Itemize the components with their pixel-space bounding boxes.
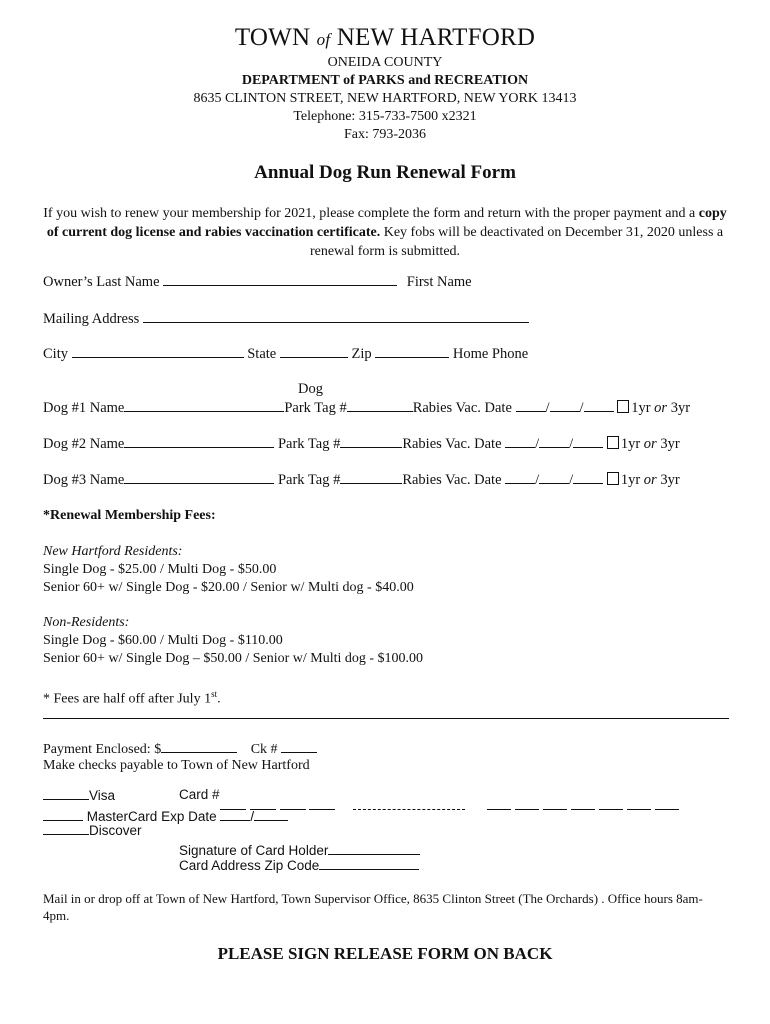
three-year-label: 3yr [670, 400, 691, 416]
one-year-label: 1yr [631, 400, 651, 416]
mailing-field[interactable] [143, 310, 529, 323]
card-digit-field[interactable] [655, 797, 679, 810]
half-off-end: . [217, 691, 221, 707]
mail-note: Mail in or drop off at Town of New Hartford, Town Supervisor Office, 8635 Clinton Street (The Orchards) . Office hours 8am-4pm. [43, 891, 703, 923]
rabies-year-field[interactable] [573, 471, 603, 484]
dog-row: Dog #1 Name Park Tag # Rabies Vac. Date / / 1yr or 3yr [43, 400, 691, 416]
card-zip-label: Card Address Zip Code [179, 858, 320, 873]
card-digit-field[interactable] [515, 797, 539, 810]
payable-note: Make checks payable to Town of New Hartford [43, 758, 310, 773]
exp-month-field[interactable] [220, 808, 250, 821]
rabies-day-field[interactable] [550, 399, 580, 412]
mailing-label: Mailing Address [43, 311, 140, 327]
town-word: TOWN [234, 24, 311, 51]
dog-name-label: Dog #1 Name [43, 400, 125, 416]
visa-row [43, 787, 115, 803]
card-digit-field[interactable] [309, 797, 335, 810]
half-off-sup: st [211, 689, 218, 699]
payment-amount-field[interactable] [161, 740, 237, 753]
term-checkbox[interactable] [617, 400, 629, 413]
park-tag-label: Park Tag # [284, 400, 347, 416]
nonresidents-fee-line: Senior 60+ w/ Single Dog – $50.00 / Senior w/ Multi dog - $100.00 [43, 651, 424, 666]
card-digit-field[interactable] [543, 797, 567, 810]
residents-fee-line: Single Dog - $25.00 / Multi Dog - $50.00 [43, 562, 277, 577]
rabies-year-field[interactable] [584, 399, 614, 412]
intro-part1: If you wish to renew your membership for 2021, please complete the form and return with the proper payment and a [43, 206, 699, 221]
intro-bold: copy of current dog license and rabies vaccination certificate. [46, 206, 727, 240]
park-tag-field[interactable] [347, 399, 413, 412]
release-footer: PLEASE SIGN RELEASE FORM ON BACK [217, 944, 553, 963]
check-number-field[interactable] [281, 740, 317, 753]
city-row [43, 345, 528, 363]
dog-row: Dog #2 Name Park Tag # Rabies Vac. Date / / 1yr or 3yr [43, 436, 680, 452]
dog-word: Dog [298, 381, 323, 397]
term-checkbox[interactable] [607, 472, 619, 485]
rabies-month-field[interactable] [505, 471, 535, 484]
of-word: of [316, 30, 331, 49]
town-title [0, 24, 770, 52]
check-label: Ck # [250, 742, 278, 757]
half-off-text: * Fees are half off after July 1 [43, 691, 212, 707]
card-zip-row [179, 857, 419, 873]
owner-name-row [43, 273, 472, 291]
county: ONEIDA COUNTY [327, 55, 443, 70]
zip-field[interactable] [375, 345, 449, 358]
park-tag-field[interactable] [340, 435, 402, 448]
dog-name-label: Dog #3 Name [43, 472, 125, 488]
signature-label: Signature of Card Holder [179, 843, 329, 858]
last-name-field[interactable] [163, 273, 397, 286]
form-title: Annual Dog Run Renewal Form [254, 162, 516, 183]
rabies-day-field[interactable] [539, 435, 569, 448]
telephone: Telephone: 315-733-7500 x2321 [293, 109, 477, 124]
dog-name-field[interactable] [124, 435, 274, 448]
visa-blank[interactable] [43, 787, 89, 800]
nonresidents-heading: Non-Residents: [43, 615, 130, 630]
divider [43, 718, 729, 719]
address: 8635 CLINTON STREET, NEW HARTFORD, NEW YORK 13413 [193, 91, 577, 106]
dog-row: Dog #3 Name Park Tag # Rabies Vac. Date / / 1yr or 3yr [43, 472, 680, 488]
first-name-label: First Name [406, 274, 472, 290]
half-off-note [43, 685, 221, 709]
discover-label: Discover [89, 823, 142, 838]
card-number-row [220, 797, 679, 813]
card-number-dashes [353, 799, 465, 810]
intro-part2: Key fobs will be deactivated on December 31, 2020 unless a renewal form is submitted. [309, 225, 724, 259]
intro-paragraph [40, 204, 730, 261]
rabies-month-field[interactable] [505, 435, 535, 448]
park-tag-label: Park Tag # [277, 436, 341, 452]
one-year-label: 1yr [620, 436, 641, 452]
dog-name-field[interactable] [124, 471, 274, 484]
visa-label: Visa [89, 788, 116, 803]
park-tag-label: Park Tag # [277, 472, 341, 488]
park-tag-field[interactable] [340, 471, 402, 484]
fax: Fax: 793-2036 [343, 127, 427, 142]
rabies-label: Rabies Vac. Date [412, 400, 512, 416]
nonresidents-fee-line: Single Dog - $60.00 / Multi Dog - $110.00 [43, 633, 283, 648]
department: DEPARTMENT of PARKS and RECREATION [241, 73, 529, 88]
card-digit-field[interactable] [487, 797, 511, 810]
three-year-label: 3yr [660, 436, 680, 452]
zip-label: Zip [351, 346, 372, 362]
or-word: or [643, 436, 657, 452]
mailing-row [43, 310, 529, 328]
city-field[interactable] [72, 345, 244, 358]
rabies-label: Rabies Vac. Date [402, 472, 502, 488]
payment-row [43, 740, 317, 758]
three-year-label: 3yr [660, 472, 680, 488]
discover-row [43, 822, 142, 838]
exp-year-field[interactable] [254, 808, 288, 821]
rabies-label: Rabies Vac. Date [402, 436, 502, 452]
discover-blank[interactable] [43, 822, 89, 835]
mastercard-blank[interactable] [43, 808, 83, 821]
dog-name-label: Dog #2 Name [43, 436, 125, 452]
or-word: or [643, 472, 657, 488]
signature-row [179, 842, 420, 858]
card-digit-field[interactable] [571, 797, 595, 810]
card-number-label: Card # [179, 787, 220, 802]
fees-heading: *Renewal Membership Fees: [43, 508, 216, 523]
one-year-label: 1yr [620, 472, 641, 488]
card-digit-field[interactable] [599, 797, 623, 810]
dog-name-field[interactable] [124, 399, 284, 412]
payment-enclosed-label: Payment Enclosed: $ [43, 742, 162, 757]
mastercard-label: MasterCard [86, 809, 158, 824]
card-digit-field[interactable] [627, 797, 651, 810]
state-field[interactable] [280, 345, 348, 358]
term-checkbox[interactable] [607, 436, 619, 449]
residents-fee-line: Senior 60+ w/ Single Dog - $20.00 / Senior w/ Multi dog - $40.00 [43, 580, 414, 595]
rabies-year-field[interactable] [573, 435, 603, 448]
mastercard-row: MasterCard Exp Date / [43, 808, 288, 824]
or-word: or [654, 400, 668, 416]
city-label: City [43, 346, 68, 362]
exp-date-label: Exp Date [161, 809, 217, 824]
residents-heading: New Hartford Residents: [43, 544, 183, 559]
signature-field[interactable] [328, 842, 420, 855]
state-label: State [247, 346, 277, 362]
rabies-month-field[interactable] [516, 399, 546, 412]
last-name-label: Owner’s Last Name [43, 274, 160, 290]
rabies-day-field[interactable] [539, 471, 569, 484]
card-zip-field[interactable] [319, 857, 419, 870]
town-name: NEW HARTFORD [336, 24, 536, 51]
phone-label: Home Phone [452, 346, 529, 362]
